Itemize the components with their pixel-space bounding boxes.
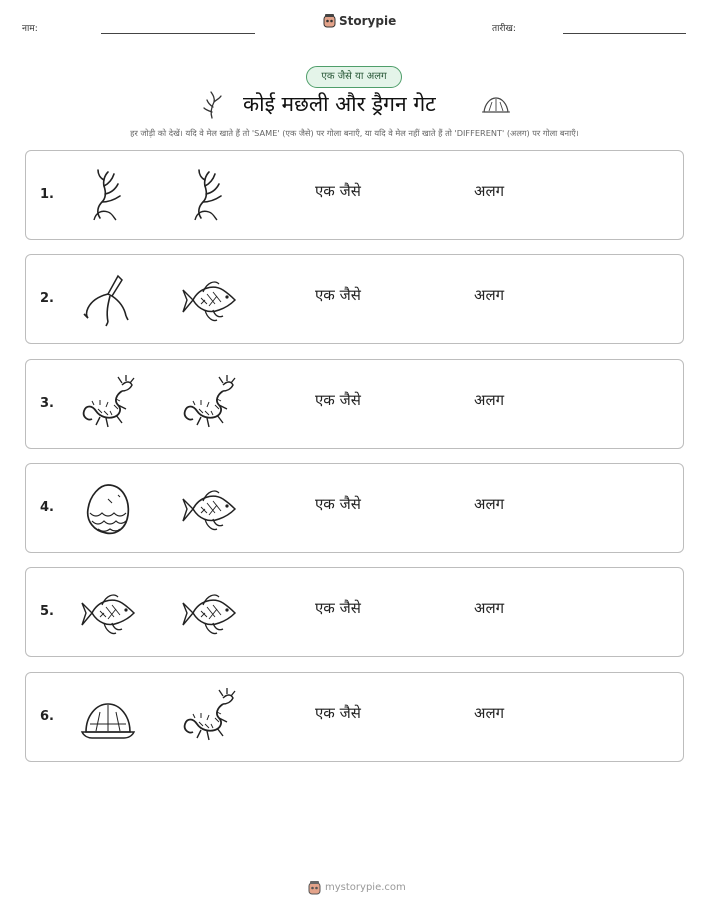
koi-fish-icon (179, 479, 239, 539)
shell-icon (78, 688, 138, 748)
question-number: 2. (40, 291, 54, 307)
question-row (25, 359, 684, 449)
same-option[interactable]: एक जैसे (315, 703, 361, 722)
question-row (25, 463, 684, 553)
dragon-icon (179, 375, 239, 435)
different-option[interactable]: अलग (474, 494, 505, 513)
date-line[interactable] (563, 33, 686, 34)
brand-logo (323, 13, 396, 28)
same-option[interactable]: एक जैसे (315, 599, 361, 618)
dragon-egg-icon (78, 479, 138, 539)
question-number: 4. (40, 499, 54, 515)
different-option[interactable]: अलग (474, 390, 505, 409)
storypie-mascot-icon (308, 880, 321, 895)
question-number: 3. (40, 395, 54, 411)
question-row (25, 567, 684, 657)
antler-icon (78, 166, 138, 226)
name-line[interactable] (101, 33, 255, 34)
same-option[interactable]: एक जैसे (315, 286, 361, 305)
different-option[interactable]: अलग (474, 182, 505, 200)
storypie-mascot-icon (323, 13, 336, 28)
footer (308, 880, 406, 895)
shell-icon (481, 94, 511, 116)
worksheet-type-badge: एक जैसे या अलग (306, 66, 402, 88)
koi-fish-icon (78, 583, 138, 643)
antler-icon (179, 166, 239, 226)
footer-url[interactable]: mystorypie.com (325, 882, 406, 893)
worksheet-title: कोई मछली और ड्रैगन गेट (243, 92, 436, 116)
same-option[interactable]: एक जैसे (315, 182, 361, 200)
different-option[interactable]: अलग (474, 286, 505, 305)
different-option[interactable]: अलग (474, 599, 505, 618)
name-label: नाम: (22, 24, 38, 34)
koi-fish-icon (179, 583, 239, 643)
same-option[interactable]: एक जैसे (315, 494, 361, 513)
question-number: 5. (40, 604, 54, 620)
instructions: हर जोड़ी को देखें। यदि वे मेल खाते हैं तो 'SAME' (एक जैसे) पर गोला बनाएँ, या यदि वे मेल नहीं खाते हैं तो 'DIFFERENT' (अलग) पर गोला बनाएँ। (130, 128, 579, 138)
different-option[interactable]: अलग (474, 703, 505, 722)
question-row (25, 254, 684, 344)
question-row (25, 150, 684, 240)
antler-icon (200, 90, 224, 120)
title-row (0, 88, 709, 122)
claw-icon (78, 270, 138, 330)
question-number: 1. (40, 187, 54, 202)
same-option[interactable]: एक जैसे (315, 390, 361, 409)
koi-fish-icon (179, 270, 239, 330)
dragon-icon (78, 375, 138, 435)
brand-name: Storypie (339, 13, 397, 28)
date-label: तारीख: (492, 24, 516, 34)
dragon-icon (179, 688, 239, 748)
question-number: 6. (40, 708, 54, 724)
question-row (25, 672, 684, 762)
